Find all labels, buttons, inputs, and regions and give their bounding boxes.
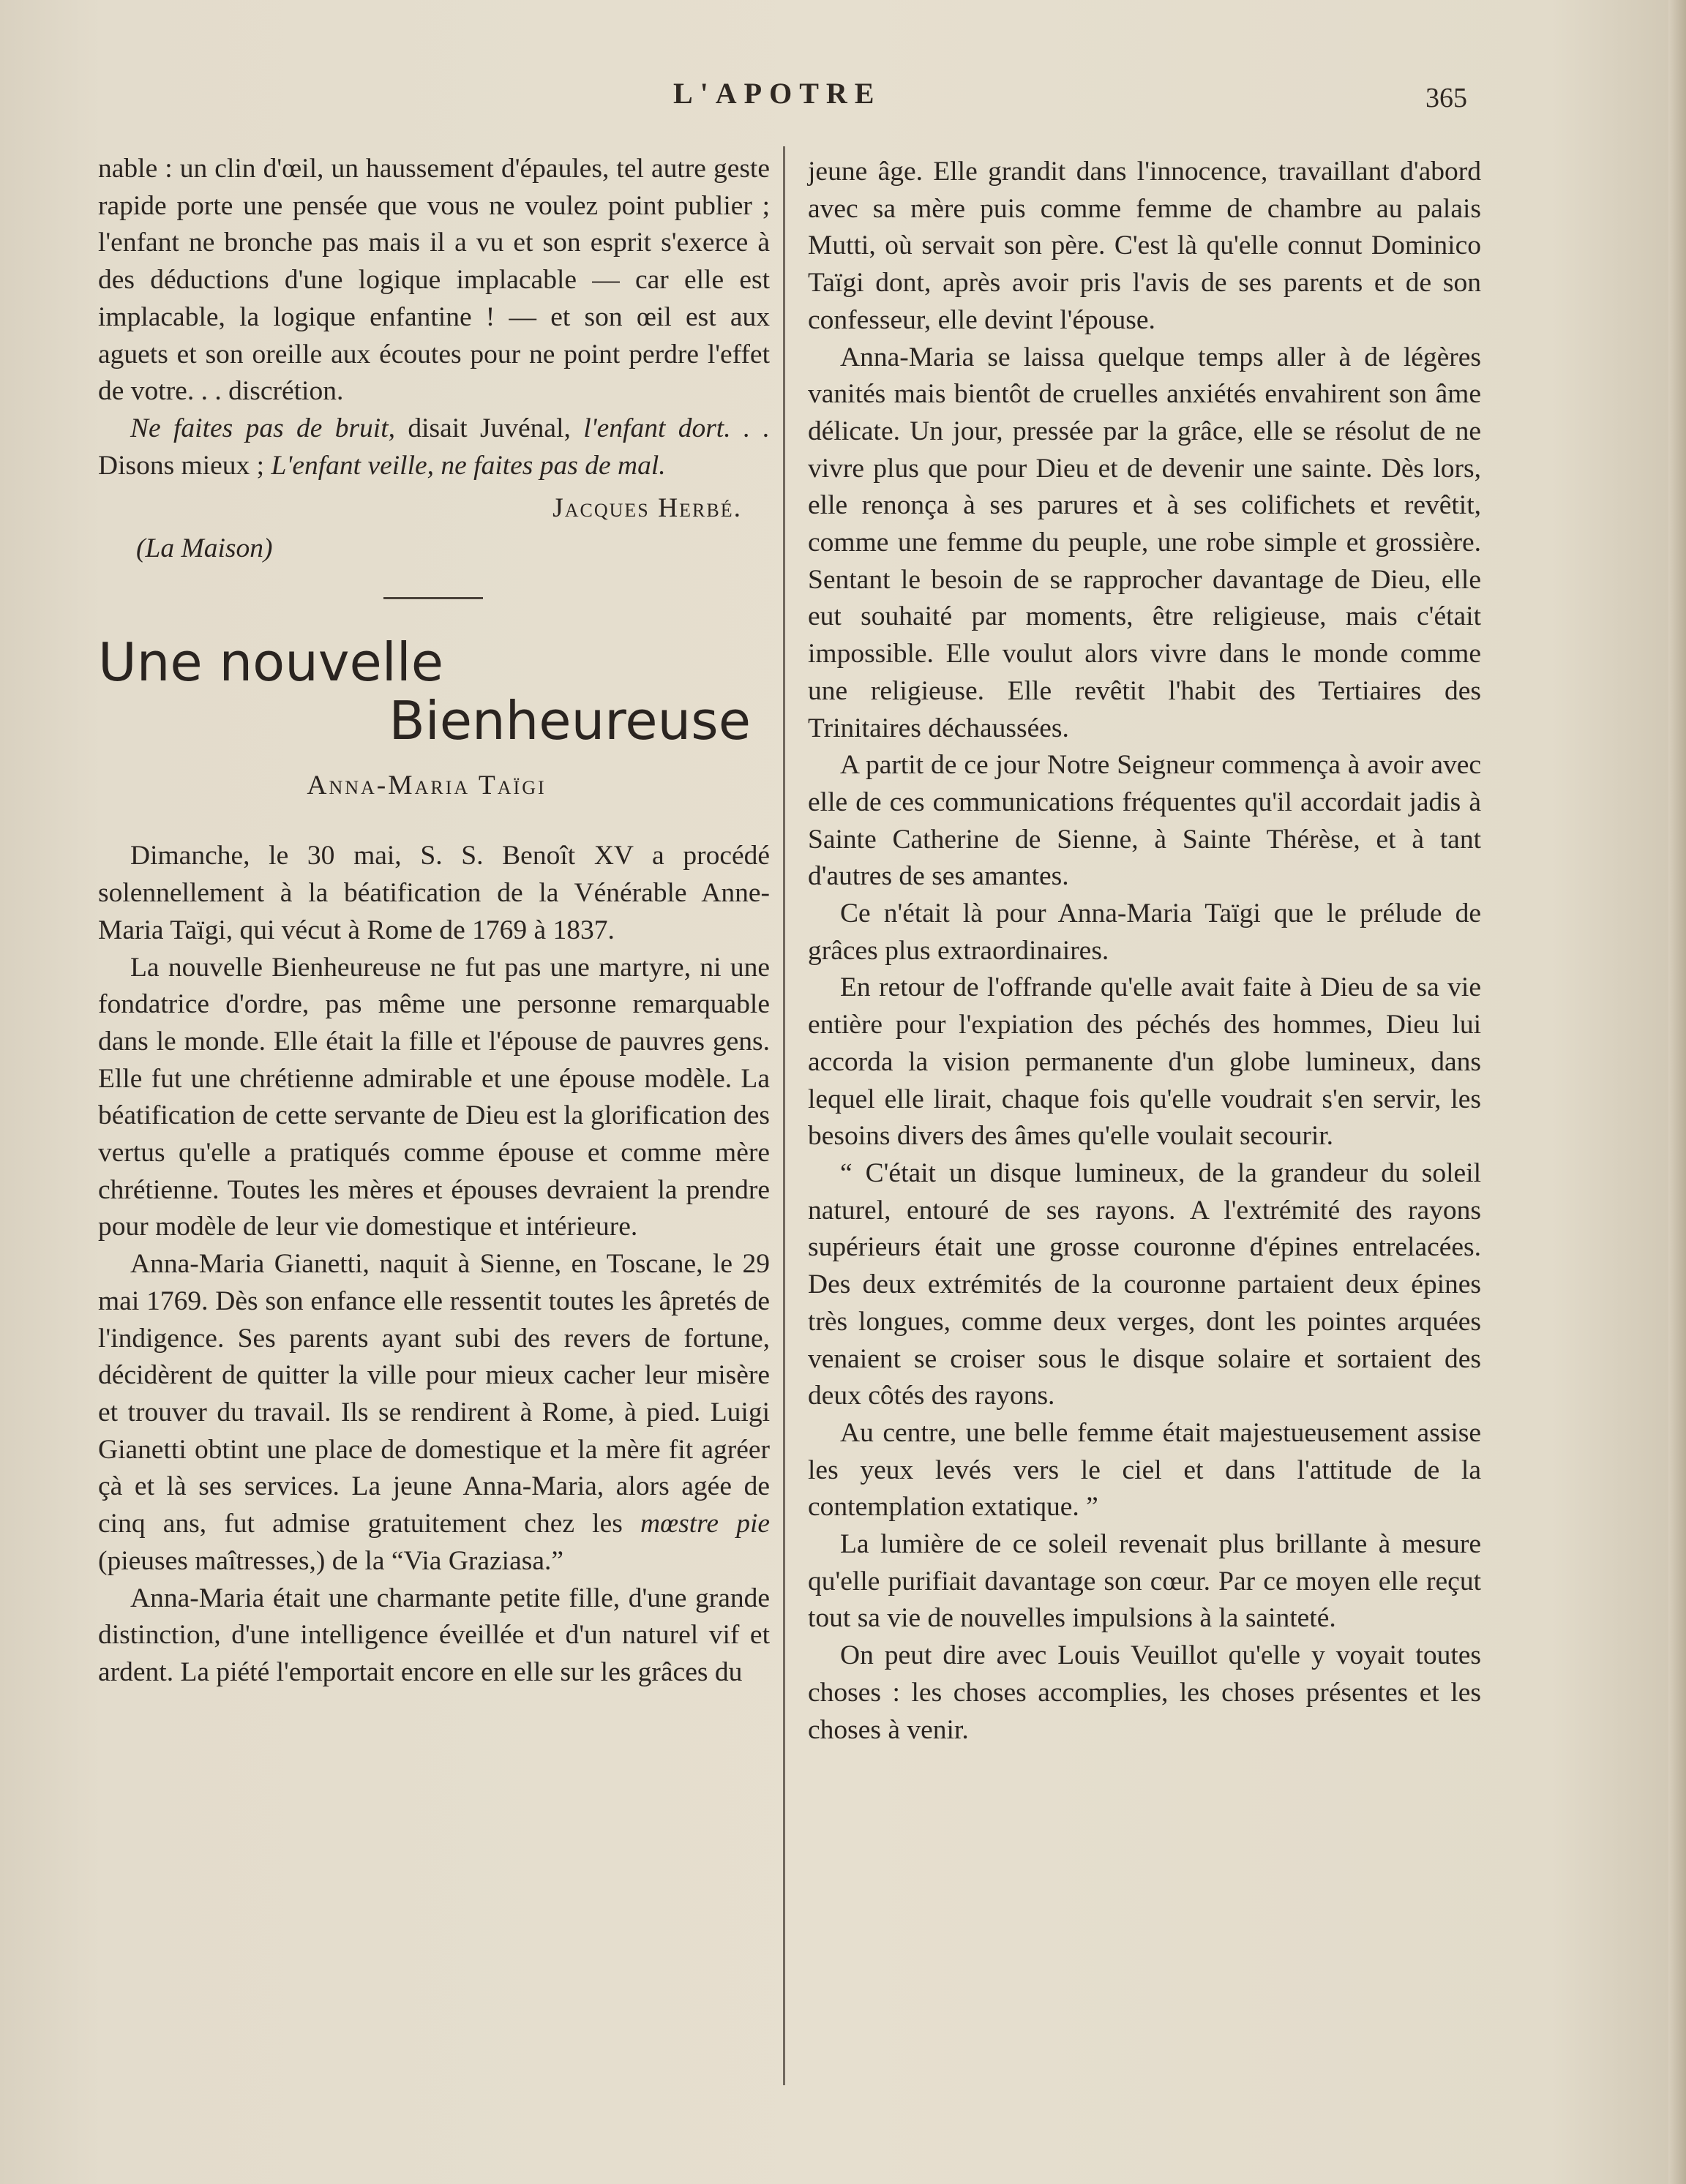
paragraph-text: (pieuses maîtresses,) de la “Via Graziasa.” — [98, 1545, 563, 1576]
article-paragraph: La nouvelle Bienheureuse ne fut pas une martyre, ni une fondatrice d'ordre, pas même une personne remarquable dans le monde. Elle était la fille et l'épouse de pauvres gens. Elle fut une chrétienne admirable et une épouse modèle. La béatification de cette servante de Dieu est la glorification des vertus qu'elle a pratiqués comme épouse et comme mère chrétienne. Toutes les mères et épouses devraient la prendre pour modèle de leur vie domestique et intérieure. — [98, 952, 770, 1242]
left-column — [98, 151, 770, 1692]
author-signature: Jacques Herbé. — [552, 493, 742, 524]
left-paragraph-1: nable : un clin d'œil, un haussement d'épaules, tel autre geste rapide porte une pensée que vous ne voulez point publier ; l'enfant ne bronche pas mais il a vu et son esprit s'exerce à des déductions d'une logique implacable — car elle est implacable, la logique enfantine ! — et son œil est aux aguets et son oreille aux écoutes pour ne point perdre l'effet de votre. . . discrétion. — [98, 154, 770, 407]
article-paragraph: Anna-Maria était une charmante petite fille, d'une grande distinction, d'une intelligence éveillée et d'un naturel vif et ardent. La piété l'emportait encore en elle sur les grâces du — [98, 1583, 770, 1687]
section-separator — [383, 597, 483, 599]
article-paragraph: A partit de ce jour Notre Seigneur commença à avoir avec elle de ces communications fréquentes qu'il accordait jadis à Sainte Catherine de Sienne, à Sainte Thérèse, et à tant d'autres de ses amantes. — [808, 750, 1481, 892]
paragraph-emphasis: mœstre pie — [640, 1509, 771, 1539]
juvenal-quote — [98, 410, 770, 484]
article-title-line-1: Une nouvelle — [98, 631, 444, 693]
page-number: 365 — [1425, 83, 1467, 113]
quote-part: Ne faites pas de bruit, — [130, 413, 396, 443]
article-paragraph: jeune âge. Elle grandit dans l'innocence, travaillant d'abord avec sa mère puis comme femme de chambre au palais Mutti, où servait son père. C'est là qu'elle connut Dominico Taïgi dont, après avoir pris l'avis de ses parents et de son confesseur, elle devint l'épouse. — [808, 157, 1481, 335]
article-paragraph: En retour de l'offrande qu'elle avait faite à Dieu de sa vie entière pour l'expiation des péchés des hommes, Dieu lui accorda la vision permanente d'un globe lumineux, dans lequel elle lirait, chaque fois qu'elle voudrait s'en servir, les besoins divers des âmes qu'elle voulait secourir. — [808, 972, 1481, 1152]
article-paragraph: La lumière de ce soleil revenait plus brillante à mesure qu'elle purifiait davantage son cœur. Par ce moyen elle reçut tout sa vie de nouvelles impulsions à la sainteté. — [808, 1529, 1481, 1634]
source-reference: (La Maison) — [136, 533, 273, 564]
article-paragraph: Au centre, une belle femme était majestueusement assise les yeux levés vers le ciel et dans l'attitude de la contemplation extatique. ” — [808, 1417, 1481, 1523]
article-subtitle: Anna-Maria Taïgi — [307, 770, 547, 800]
quote-part: L'enfant veille, ne faites pas de mal. — [271, 450, 666, 481]
article-paragraph: Ce n'était là pour Anna-Maria Taïgi que le prélude de grâces plus extraordinaires. — [808, 898, 1481, 966]
running-title: L'APOTRE — [673, 77, 882, 110]
article-paragraph — [98, 1246, 770, 1580]
article-paragraph: On peut dire avec Louis Veuillot qu'elle y voyait toutes choses : les choses accomplies, les choses présentes et les choses à venir. — [808, 1640, 1481, 1745]
column-divider — [783, 146, 785, 2085]
quote-part: l'enfant dort. . . — [583, 413, 771, 443]
right-column — [808, 154, 1481, 1749]
article-paragraph: “ C'était un disque lumineux, de la grandeur du soleil naturel, entouré de ses rayons. A l'extrémité des rayons supérieurs était une grosse couronne d'épines entrelacées. Des deux extrémités de la couronne partaient deux épines très longues, comme deux verges, dont les pointes arquées venaient se croiser sous le disque solaire et sortaient des deux côtés des rayons. — [808, 1157, 1481, 1411]
page-edge — [1668, 0, 1686, 2184]
quote-part: Disons mieux ; — [98, 450, 271, 481]
article-paragraph: Dimanche, le 30 mai, S. S. Benoît XV a procédé solennellement à la béatification de la Vénérable Anne-Maria Taïgi, qui vécut à Rome de 1769 à 1837. — [98, 841, 770, 945]
paragraph-text: Anna-Maria Gianetti, naquit à Sienne, en Toscane, le 29 mai 1769. Dès son enfance elle ressentit toutes les âpretés de l'indigence. Ses parents ayant subi des revers de fortune, décidèrent de quitter la ville pour mieux cacher leur misère et trouver du travail. Ils se rendirent à Rome, à pied. Luigi Gianetti obtint une place de domestique et la mère fit agréer çà et là ses services. La jeune Anna-Maria, alors agée de cinq ans, fut admise gratuitement chez les — [98, 1249, 770, 1539]
article-paragraph: Anna-Maria se laissa quelque temps aller à de légères vanités mais bientôt de cruelles anxiétés envahirent son âme délicate. Un jour, pressée par la grâce, elle se résolut de ne vivre plus que pour Dieu et de devenir une sainte. Dès lors, elle renonça à ses parures et à ses colifichets et revêtit, comme une femme du peuple, une robe simple et grossière. Sentant le besoin de se rapprocher davantage de Dieu, elle eut souhaité par moments, être religieuse, mais c'était impossible. Elle voulut alors vivre dans le monde comme une religieuse. Elle revêtit l'habit des Tertiaires des Trinitaires déchaussées. — [808, 342, 1481, 743]
article-title-line-2: Bienheureuse — [389, 689, 751, 751]
quote-part: disait Juvénal, — [395, 413, 584, 443]
